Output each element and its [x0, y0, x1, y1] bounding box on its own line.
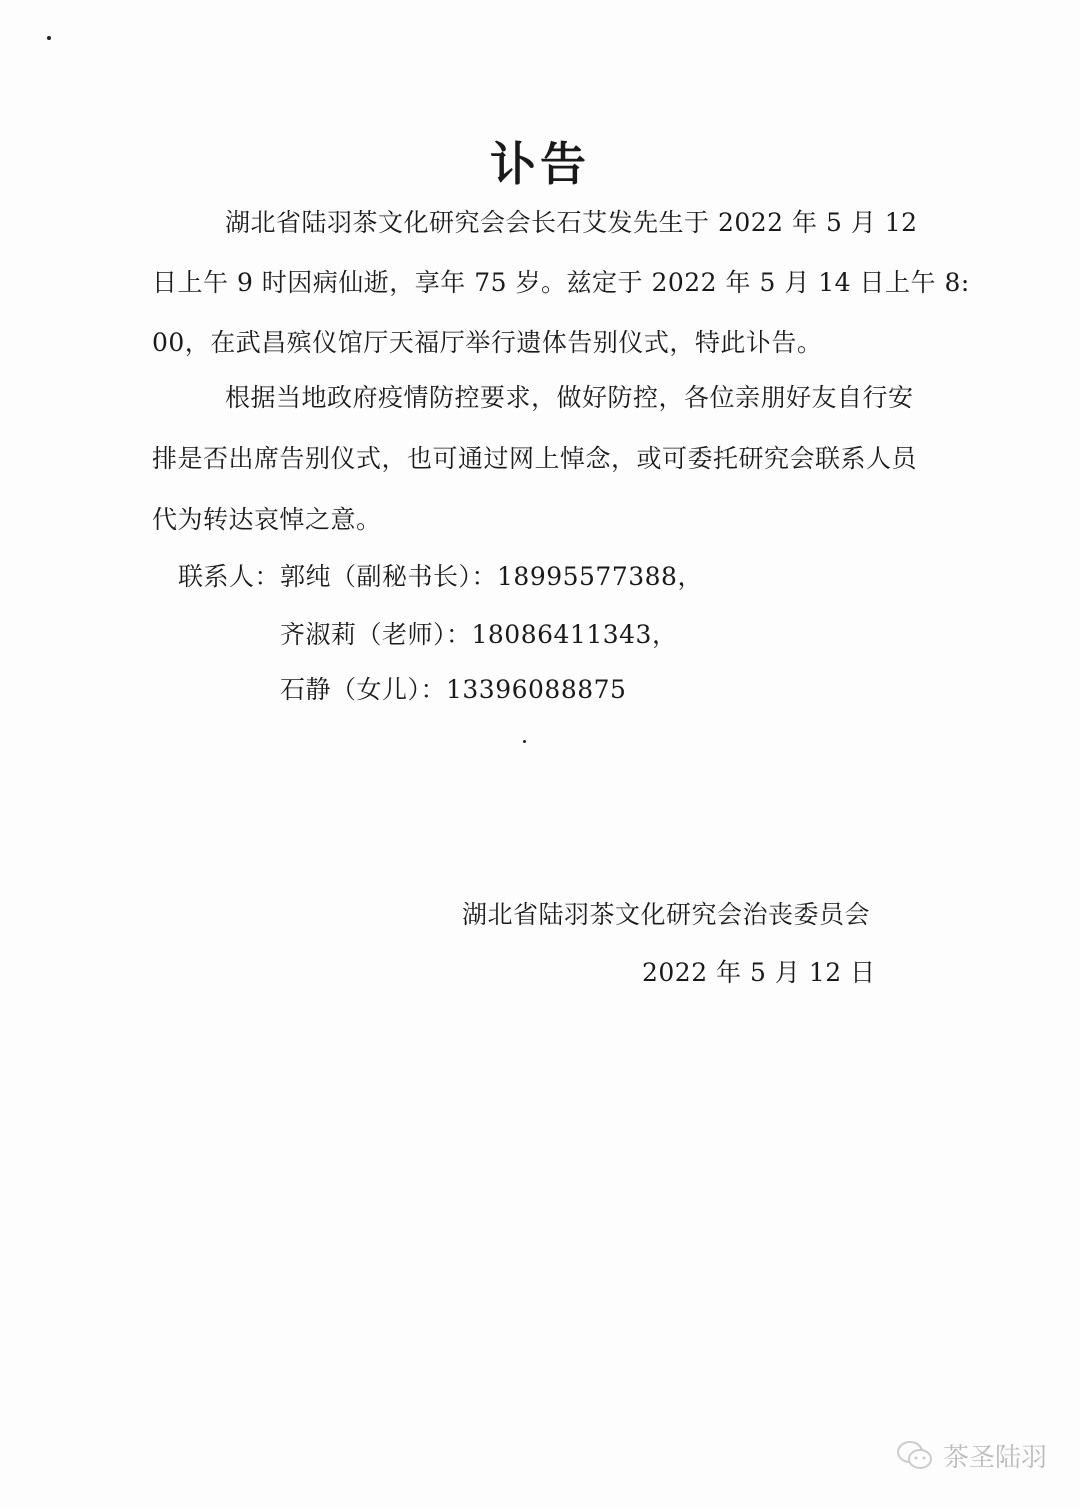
paragraph-1-line: 湖北省陆羽茶文化研究会会长石艾发先生于 2022 年 5 月 12	[225, 208, 918, 237]
wechat-icon	[895, 1440, 935, 1472]
paragraph-2-line: 排是否出席告别仪式，也可通过网上悼念，或可委托研究会联系人员	[152, 444, 918, 473]
watermark-text: 茶圣陆羽	[943, 1443, 1048, 1473]
paragraph-2-line: 根据当地政府疫情防控要求，做好防控，各位亲朋好友自行安	[225, 383, 914, 412]
contact-line: 石静（女儿）：13396088875	[280, 675, 627, 704]
contact-line: 联系人：郭纯（副秘书长）：18995577388，	[178, 562, 703, 591]
paragraph-1-line: 00，在武昌殡仪馆厅天福厅举行遗体告别仪式，特此讣告。	[152, 328, 823, 357]
scan-speck	[47, 36, 51, 40]
watermark	[895, 1437, 1047, 1474]
scan-speck	[523, 740, 526, 743]
signature-date: 2022 年 5 月 12 日	[642, 958, 876, 987]
document-title: 讣告	[490, 137, 590, 191]
contact-line: 齐淑莉（老师）：18086411343，	[280, 620, 678, 649]
paragraph-2-line: 代为转达哀悼之意。	[152, 505, 382, 534]
signature: 湖北省陆羽茶文化研究会治丧委员会	[462, 900, 871, 929]
paragraph-1-line: 日上午 9 时因病仙逝，享年 75 岁。兹定于 2022 年 5 月 14 日上午 8:	[152, 268, 970, 297]
